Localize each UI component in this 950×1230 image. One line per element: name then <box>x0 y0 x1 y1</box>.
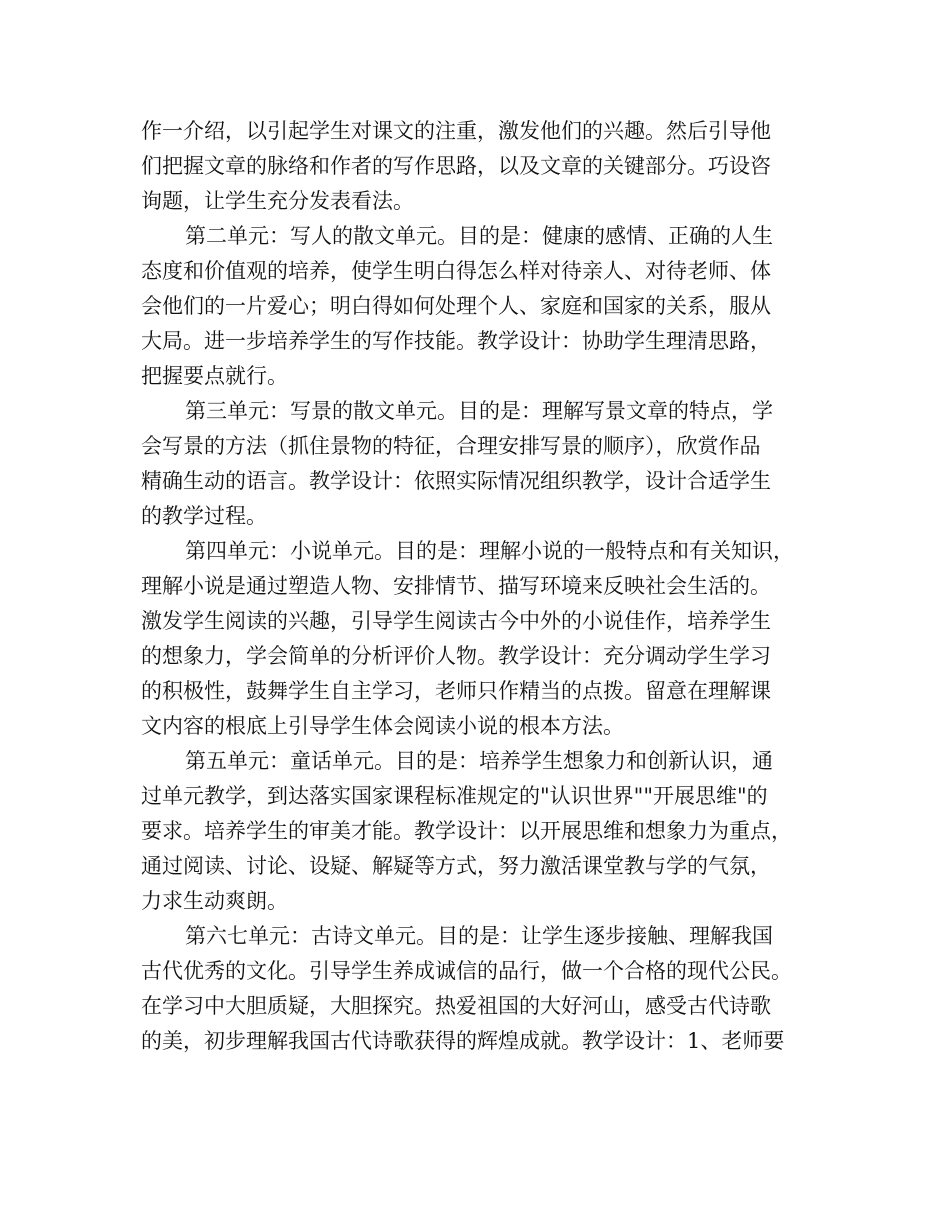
text-line: 理解小说是通过塑造人物、安排情节、描写环境来反映社会生活的。 <box>141 574 771 598</box>
text-line: 态度和价值观的培养，使学生明白得怎么样对待亲人、对待老师、体 <box>141 259 771 283</box>
text-line: 过单元教学，到达落实国家课程标准规定的"认识世界""开展思维"的 <box>141 784 768 808</box>
text-line: 通过阅读、讨论、设疑、解疑等方式，努力激活课堂教与学的气氛， <box>141 854 771 878</box>
text-line: 古代优秀的文化。引导学生养成诚信的品行，做一个合格的现代公民。 <box>141 959 792 983</box>
text-line: 作一介绍，以引起学生对课文的注重，激发他们的兴趣。然后引导他 <box>141 119 771 143</box>
text-line: 的想象力，学会简单的分析评价人物。教学设计：充分调动学生学习 <box>141 644 771 668</box>
paragraph-first-line: 第四单元：小说单元。目的是：理解小说的一般特点和有关知识， <box>185 539 794 563</box>
text-line: 的教学过程。 <box>141 504 267 528</box>
paragraph-first-line: 第二单元：写人的散文单元。目的是：健康的感情、正确的人生 <box>185 224 773 248</box>
paragraph-first-line: 第三单元：写景的散文单元。目的是：理解写景文章的特点，学 <box>185 399 773 423</box>
text-line: 会他们的一片爱心；明白得如何处理个人、家庭和国家的关系，服从 <box>141 294 771 318</box>
paragraph-first-line: 第五单元：童话单元。目的是：培养学生想象力和创新认识，通 <box>185 749 773 773</box>
text-line: 会写景的方法（抓住景物的特征，合理安排写景的顺序），欣赏作品 <box>141 434 761 458</box>
text-line: 激发学生阅读的兴趣，引导学生阅读古今中外的小说佳作，培养学生 <box>141 609 771 633</box>
text-line: 精确生动的语言。教学设计：依照实际情况组织教学，设计合适学生 <box>141 469 771 493</box>
text-line: 的美，初步理解我国古代诗歌获得的辉煌成就。教学设计：1、老师要 <box>141 1029 785 1053</box>
text-line: 力求生动爽朗。 <box>141 889 288 913</box>
document-body <box>141 114 831 1059</box>
text-line: 询题，让学生充分发表看法。 <box>141 189 414 213</box>
text-line: 的积极性，鼓舞学生自主学习，老师只作精当的点拨。留意在理解课 <box>141 679 771 703</box>
text-line: 要求。培养学生的审美才能。教学设计：以开展思维和想象力为重点， <box>141 819 792 843</box>
paragraph-first-line: 第六七单元：古诗文单元。目的是：让学生逐步接触、理解我国 <box>185 924 773 948</box>
text-line: 在学习中大胆质疑，大胆探究。热爱祖国的大好河山，感受古代诗歌 <box>141 994 771 1018</box>
text-line: 们把握文章的脉络和作者的写作思路，以及文章的关键部分。巧设咨 <box>141 154 771 178</box>
text-line: 大局。进一步培养学生的写作技能。教学设计：协助学生理清思路， <box>141 329 771 353</box>
text-line: 把握要点就行。 <box>141 364 288 388</box>
text-line: 文内容的根底上引导学生体会阅读小说的根本方法。 <box>141 714 624 738</box>
